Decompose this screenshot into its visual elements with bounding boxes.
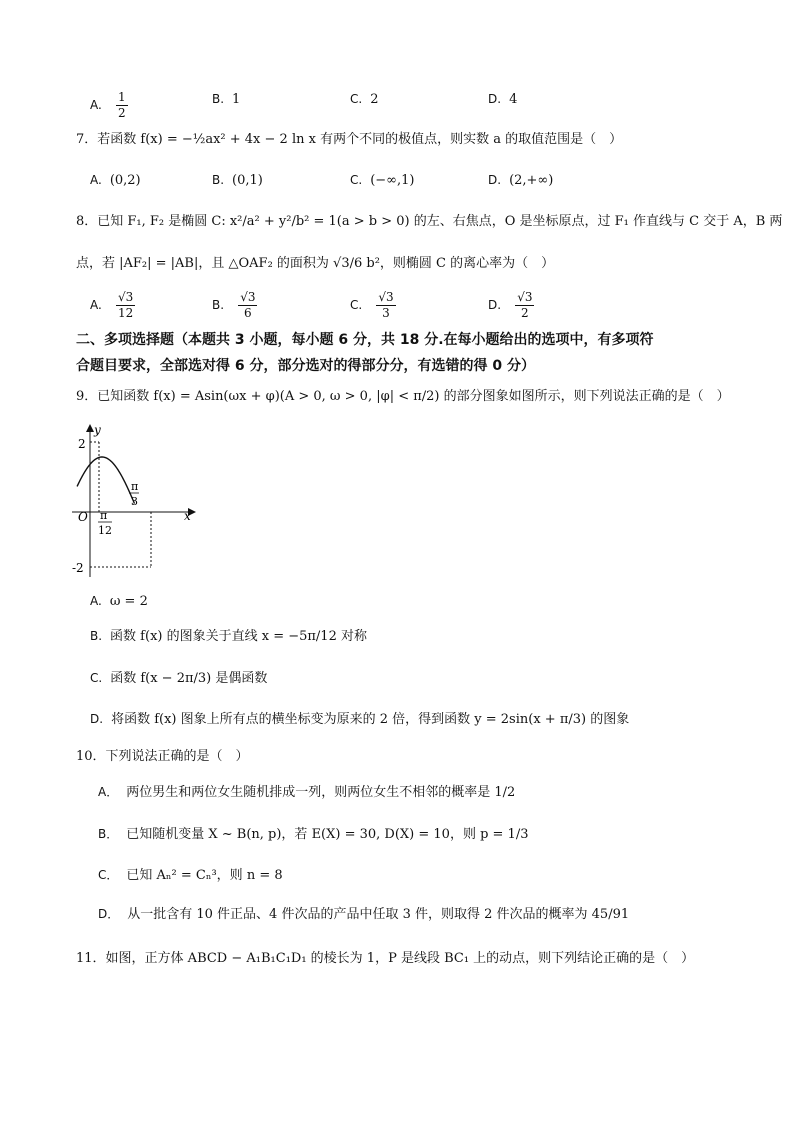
fraction: $\frac{√3}{12}$ bbox=[117, 290, 134, 320]
tick-label-ymax: 2 bbox=[78, 437, 86, 451]
q9-option-c: C. 函数 f(x − 2π/3) 是偶函数 bbox=[90, 671, 268, 686]
q9-option-a: A. ω = 2 bbox=[90, 594, 148, 609]
q7-stem: 7．若函数 f(x) = −½ax² + 4x − 2 ln x 有两个不同的极值点，则实数 a 的取值范围是（ ） bbox=[76, 132, 623, 147]
q9-option-b: B. 函数 f(x) 的图象关于直线 x = −5π/12 对称 bbox=[90, 629, 367, 644]
q6-option-c: C. 2 bbox=[350, 92, 379, 107]
section-header-line2: 合题目要求，全部选对得 6 分，部分选对的得部分分，有选错的得 0 分） bbox=[76, 358, 535, 374]
fraction: $\frac{1}{2}$ bbox=[117, 90, 126, 120]
section-header-line1: 二、多项选择题（本题共 3 小题，每小题 6 分，共 18 分.在每小题给出的选项中，有多项符 bbox=[76, 332, 654, 348]
q8-option-d: D. $\frac{√3}{2}$ bbox=[488, 290, 533, 320]
q7-option-d: D. (2,+∞) bbox=[488, 173, 554, 188]
y-axis-arrow bbox=[86, 424, 94, 432]
sine-graph bbox=[70, 422, 200, 582]
q10-option-a: A． 两位男生和两位女生随机排成一列，则两位女生不相邻的概率是 1/2 bbox=[98, 785, 516, 800]
q6-option-b: B. 1 bbox=[212, 92, 241, 107]
q6-option-a: A. $\frac{1}{2}$ bbox=[90, 90, 126, 120]
fraction: $\frac{√3}{6}$ bbox=[240, 290, 256, 320]
tick-label-pi3-num: π bbox=[131, 480, 139, 493]
q11-stem: 11．如图，正方体 ABCD − A₁B₁C₁D₁ 的棱长为 1，P 是线段 BC₁ 上的动点，则下列结论正确的是（ ） bbox=[76, 951, 695, 966]
tick-label-ymin: -2 bbox=[72, 561, 84, 575]
q7-option-a: A. (0,2) bbox=[90, 173, 141, 188]
y-axis-label: y bbox=[94, 423, 101, 437]
tick-label-pi3-den: 3 bbox=[131, 495, 138, 508]
q10-option-b: B． 已知随机变量 X ~ B(n, p)，若 E(X) = 30, D(X) = 10，则 p = 1/3 bbox=[98, 827, 529, 842]
sine-curve bbox=[77, 457, 134, 504]
q6-option-d: D. 4 bbox=[488, 92, 518, 107]
fraction: $\frac{√3}{2}$ bbox=[517, 290, 533, 320]
tick-label-pi12-num: π bbox=[100, 509, 108, 522]
q7-option-b: B. (0,1) bbox=[212, 173, 263, 188]
q10-option-c: C． 已知 Aₙ² = Cₙ³，则 n = 8 bbox=[98, 868, 283, 883]
tick-label-pi12-den: 12 bbox=[98, 524, 112, 537]
q7-option-c: C. (−∞,1) bbox=[350, 173, 415, 188]
x-axis-label: x bbox=[184, 509, 191, 523]
q9-option-d: D. 将函数 f(x) 图象上所有点的横坐标变为原来的 2 倍，得到函数 y = 2sin(x + π/3) 的图象 bbox=[90, 712, 630, 727]
q8-stem-line1: 8．已知 F₁, F₂ 是椭圆 C: x²/a² + y²/b² = 1(a > b > 0) 的左、右焦点，O 是坐标原点，过 F₁ 作直线与 C 交于 A，B 两 bbox=[76, 214, 783, 229]
origin-label: O bbox=[78, 510, 88, 524]
q10-option-d: D． 从一批含有 10 件正品、4 件次品的产品中任取 3 件，则取得 2 件次品的概率为 45/91 bbox=[98, 907, 630, 922]
q8-stem-line2: 点，若 |AF₂| = |AB|，且 △OAF₂ 的面积为 √3/6 b²，则椭圆 C 的离心率为（ ） bbox=[76, 256, 555, 271]
q8-option-a: A. $\frac{√3}{12}$ bbox=[90, 290, 134, 320]
q9-stem: 9．已知函数 f(x) = Asin(ωx + φ)(A > 0, ω > 0, |φ| < π/2) 的部分图象如图所示，则下列说法正确的是（ ） bbox=[76, 389, 730, 404]
fraction: $\frac{√3}{3}$ bbox=[378, 290, 394, 320]
q8-option-b: B. $\frac{√3}{6}$ bbox=[212, 290, 256, 320]
q10-stem: 10．下列说法正确的是（ ） bbox=[76, 749, 249, 764]
q8-option-c: C. $\frac{√3}{3}$ bbox=[350, 290, 394, 320]
